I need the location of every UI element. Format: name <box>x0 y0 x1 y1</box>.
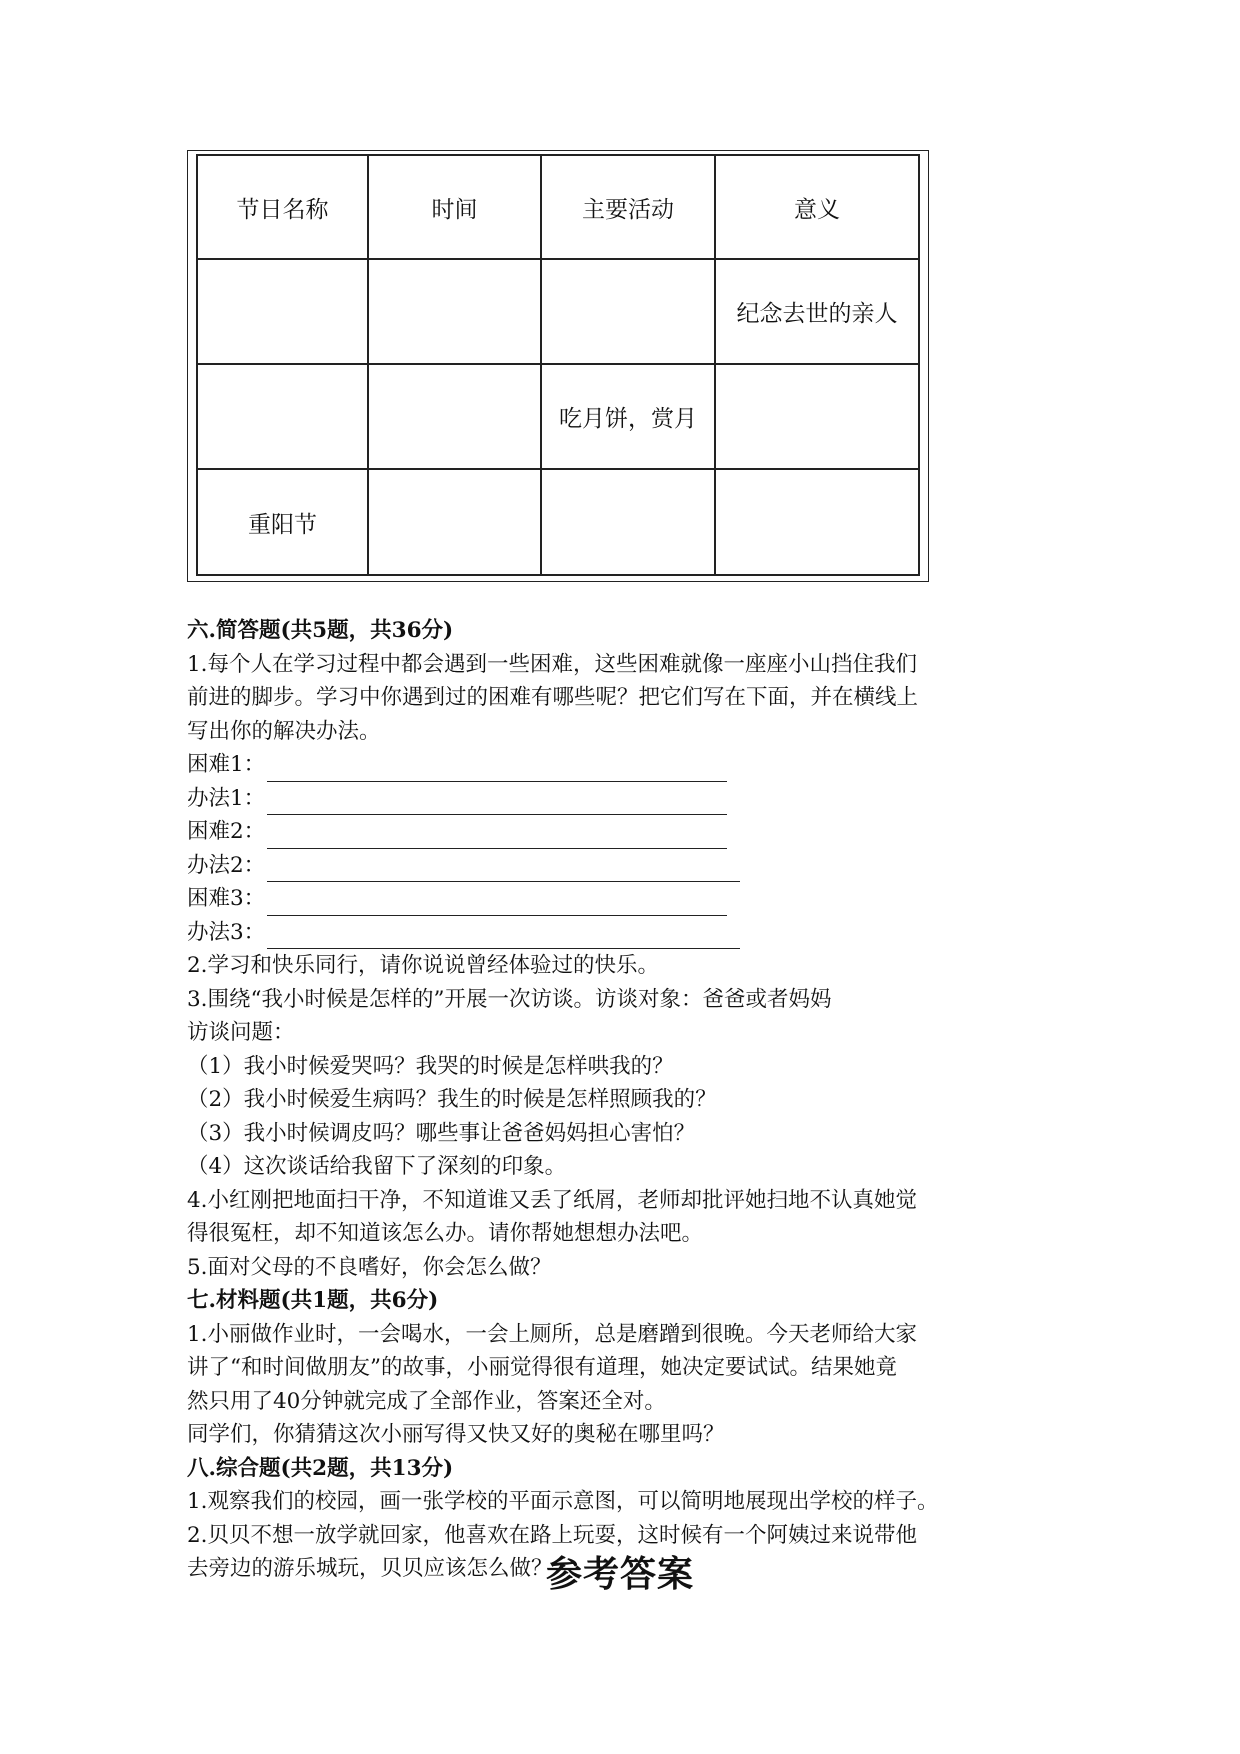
table-cell[interactable] <box>368 364 541 469</box>
fill-line <box>187 748 1067 782</box>
table-row <box>197 259 919 364</box>
table-header-cell: 主要活动 <box>541 155 715 259</box>
fill-label: 困难2： <box>187 819 266 844</box>
interview-item: （4）这次谈话给我留下了深刻的印象。 <box>187 1154 567 1179</box>
question-text: 4.小红刚把地面扫干净，不知道谁又丢了纸屑，老师却批评她扫地不认真她觉 <box>187 1187 918 1213</box>
fill-line <box>187 882 1067 916</box>
fill-line <box>187 815 1067 849</box>
table-cell[interactable] <box>197 259 368 364</box>
section-title: 六.简答题(共5题，共36分) <box>187 618 454 643</box>
answer-blank[interactable] <box>267 859 740 882</box>
festival-table-frame <box>187 150 929 582</box>
fill-label: 办法2： <box>187 852 266 878</box>
answer-blank[interactable] <box>267 926 740 949</box>
question-text: 前进的脚步。学习中你遇到过的困难有哪些呢？把它们写在下面，并在横线上 <box>187 685 919 710</box>
question-text: 2.学习和快乐同行，请你说说曾经体验过的快乐。 <box>187 953 660 978</box>
question-text: 1.小丽做作业时，一会喝水，一会上厕所，总是磨蹭到很晚。今天老师给大家 <box>187 1321 918 1347</box>
fill-label: 困难1： <box>187 752 266 777</box>
question-text: 3.围绕“我小时候是怎样的”开展一次访谈。访谈对象：爸爸或者妈妈 <box>187 986 832 1012</box>
section-title: 八.综合题(共2题，共13分) <box>187 1455 454 1481</box>
table-header-cell: 意义 <box>715 155 919 259</box>
table-cell[interactable] <box>368 469 541 575</box>
question-text: 得很冤枉，却不知道该怎么办。请你帮她想想办法吧。 <box>187 1221 704 1246</box>
table-header-row <box>197 155 919 259</box>
table-row <box>197 469 919 575</box>
section-title: 七.材料题(共1题，共6分) <box>187 1288 439 1313</box>
answer-blank[interactable] <box>267 893 727 916</box>
table-cell: 重阳节 <box>197 469 368 575</box>
questions-body <box>187 614 1067 1586</box>
table-cell[interactable] <box>715 364 919 469</box>
fill-label: 办法3： <box>187 919 266 945</box>
question-text: 写出你的解决办法。 <box>187 718 381 744</box>
interview-item: （3）我小时候调皮吗？哪些事让爸爸妈妈担心害怕？ <box>187 1120 696 1146</box>
question-text: 1.观察我们的校园，画一张学校的平面示意图，可以简明地展现出学校的样子。 <box>187 1489 939 1514</box>
fill-line <box>187 916 1067 950</box>
interview-item: （2）我小时候爱生病吗？我生的时候是怎样照顾我的？ <box>187 1087 717 1112</box>
answer-blank[interactable] <box>267 826 727 849</box>
festival-table <box>196 154 920 576</box>
fill-label: 办法1： <box>187 785 266 811</box>
answer-blank[interactable] <box>267 759 727 782</box>
table-header-cell: 时间 <box>368 155 541 259</box>
question-text: 讲了“和时间做朋友”的故事，小丽觉得很有道理，她决定要试试。结果她竟 <box>187 1355 897 1380</box>
answer-blank[interactable] <box>267 792 727 815</box>
answer-key-title: 参考答案 <box>545 1553 694 1595</box>
table-cell: 吃月饼，赏月 <box>541 364 715 469</box>
table-cell[interactable] <box>715 469 919 575</box>
question-text: 5.面对父母的不良嗜好，你会怎么做？ <box>187 1254 552 1280</box>
question-text: 1.每个人在学习过程中都会遇到一些困难，这些困难就像一座座小山挡住我们 <box>187 651 918 677</box>
question-subtitle: 访谈问题： <box>187 1020 295 1045</box>
fill-line <box>187 849 1067 883</box>
question-text: 2.贝贝不想一放学就回家，他喜欢在路上玩耍，这时候有一个阿姨过来说带他 <box>187 1522 918 1548</box>
question-text: 去旁边的游乐城玩，贝贝应该怎么做？ <box>187 1556 553 1581</box>
table-row <box>197 364 919 469</box>
table-cell[interactable] <box>197 364 368 469</box>
table-cell: 纪念去世的亲人 <box>715 259 919 364</box>
question-text: 然只用了40分钟就完成了全部作业，答案还全对。 <box>187 1388 666 1414</box>
table-cell[interactable] <box>541 259 715 364</box>
fill-label: 困难3： <box>187 886 266 911</box>
interview-item: （1）我小时候爱哭吗？我哭的时候是怎样哄我的？ <box>187 1053 674 1079</box>
table-header-cell: 节日名称 <box>197 155 368 259</box>
table-cell[interactable] <box>541 469 715 575</box>
fill-line <box>187 782 1067 816</box>
question-text: 同学们，你猜猜这次小丽写得又快又好的奥秘在哪里吗？ <box>187 1422 725 1447</box>
table-cell[interactable] <box>368 259 541 364</box>
